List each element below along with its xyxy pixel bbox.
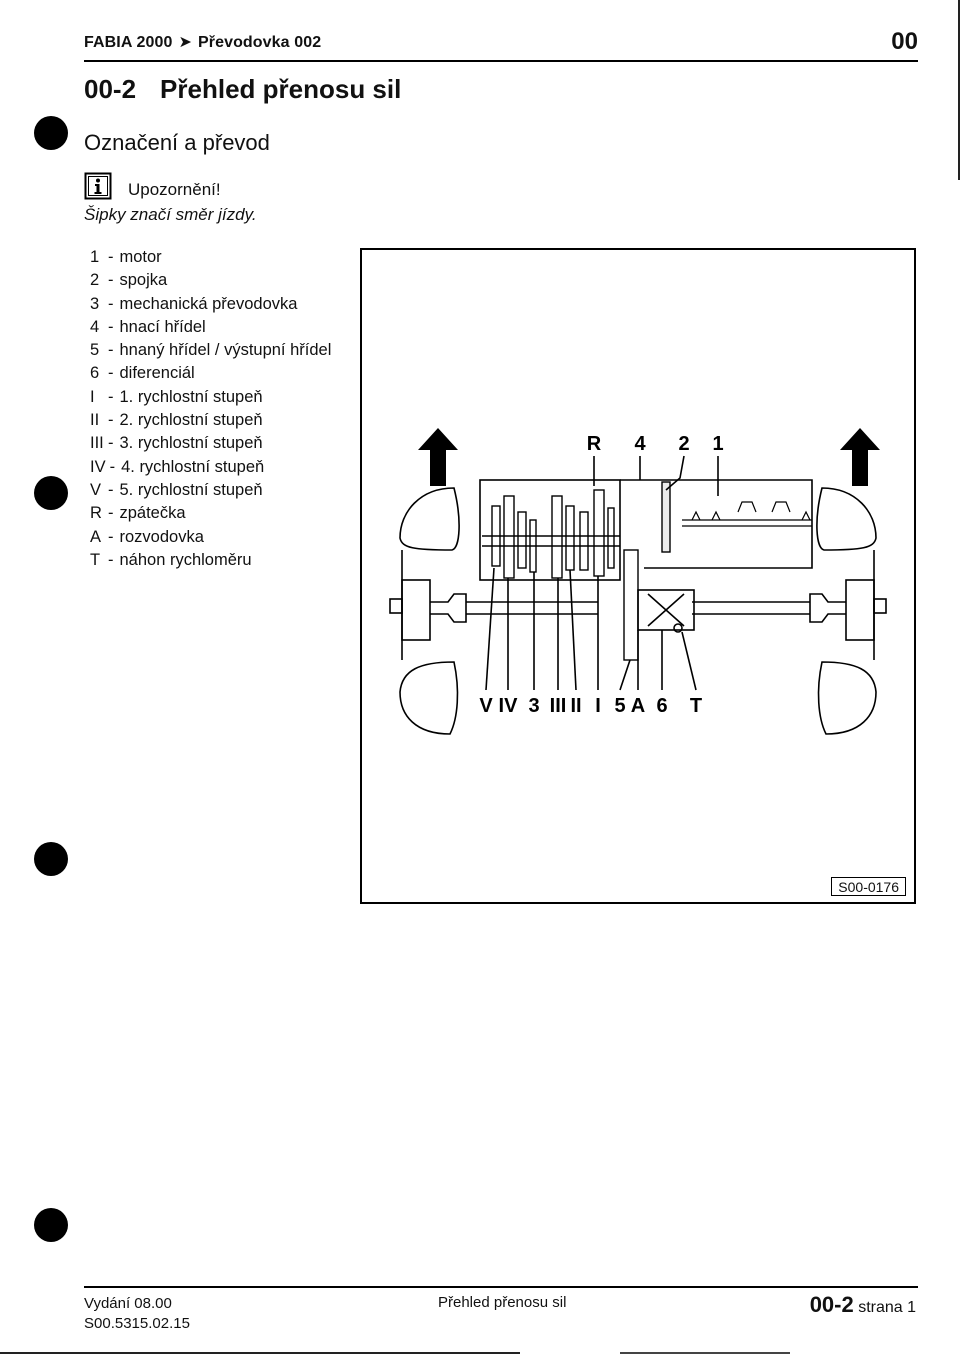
scan-bottom-line [0,1352,520,1354]
legend-key: III [90,434,104,453]
title-text: Přehled přenosu sil [160,74,402,104]
legend-text: hnací hřídel [119,317,206,336]
legend-key: V [90,480,102,499]
left-front-wheel-lower [400,662,457,734]
right-hub [846,580,874,640]
top-label-group [587,433,724,455]
footer-center: Přehled přenosu sil [438,1294,567,1311]
legend-separator: - [108,480,114,499]
legend-separator: - [108,294,114,313]
legend-separator: - [108,527,114,546]
figure-bottom-label: T [689,695,703,717]
legend-text: mechanická převodovka [119,294,298,313]
legend-text: hnaný hřídel / výstupní hřídel [119,341,332,360]
running-header [84,32,321,52]
legend-key: 2 [90,271,100,290]
legend-separator: - [108,317,114,336]
legend-separator: - [108,248,114,266]
chapter-code: 00 [891,28,918,55]
header-arrow-icon: ➤ [178,34,192,51]
figure-top-label: 4 [634,433,646,455]
engine-outline [620,480,812,568]
legend-item [90,432,331,455]
legend-item [90,502,331,525]
direction-arrow-left-icon [418,428,458,486]
right-drive-shaft [810,594,846,622]
document-number: S00.5315.02.15 [84,1315,190,1332]
legend-text: 2. rychlostní stupeň [119,411,263,430]
legend-separator: - [108,271,114,290]
right-front-wheel-upper [817,488,876,550]
binder-hole [34,1208,68,1242]
power-flow-figure [360,248,916,904]
legend-item [90,479,331,502]
legend-key: R [90,504,102,523]
legend-separator: - [108,434,114,453]
figure-top-label: R [586,433,602,455]
info-icon [84,172,112,200]
title-number: 00-2 [84,74,137,104]
legend-text: 5. rychlostní stupeň [119,480,263,499]
legend-key: 1 [90,248,100,266]
legend-item [90,269,331,292]
legend-key: 4 [90,317,100,336]
right-hub-cap [874,599,886,613]
figure-code: S00-0176 [831,877,906,896]
legend-item [90,293,331,316]
edition-date: Vydání 08.00 [84,1295,172,1312]
legend-key: 3 [90,294,100,313]
note-label: Upozornění! [128,180,221,199]
footer-left [84,1294,190,1334]
figure-bottom-label: 3 [528,695,540,717]
legend-text: spojka [119,271,168,290]
figure-bottom-label: A [630,695,646,717]
legend-key: T [90,550,101,569]
legend-key: 5 [90,341,100,360]
legend-text: 3. rychlostní stupeň [119,434,263,453]
drivetrain-diagram [362,250,914,902]
legend-text: motor [119,248,162,266]
gearbox-housing [480,480,620,580]
legend-separator: - [108,364,114,383]
figure-bottom-label: 6 [656,695,668,717]
legend-item [90,339,331,362]
legend-separator: - [109,457,116,476]
legend-key: IV [90,457,106,476]
legend-key: I [90,387,95,406]
section-name: Převodovka 002 [197,34,322,51]
left-front-wheel-upper [400,488,459,550]
page-title [84,74,401,105]
legend-text: zpátečka [119,504,186,523]
legend-separator: - [108,341,114,360]
legend-key: II [90,411,100,430]
legend-item [90,456,331,479]
page-number [810,1292,916,1318]
legend-item [90,246,331,269]
bottom-label-group [479,695,702,717]
legend-text: náhon rychloměru [119,550,252,569]
legend-separator: - [108,411,114,430]
note-text: Šipky značí směr jízdy. [84,205,257,224]
legend-text: rozvodovka [119,527,204,546]
figure-bottom-label: V [479,695,493,717]
legend-item [90,409,331,432]
binder-hole [34,116,68,150]
left-hub [402,580,430,640]
legend-key: 6 [90,364,100,383]
page-label: strana 1 [858,1299,916,1316]
header-rule [84,60,918,62]
legend-separator: - [108,550,114,569]
figure-top-label: 2 [678,433,690,455]
legend-list [90,246,331,572]
section-subtitle: Označení a převod [84,130,270,155]
legend-item [90,549,331,572]
page-code: 00-2 [809,1292,854,1317]
legend-item [90,362,331,385]
figure-bottom-label: II [570,695,582,717]
left-drive-shaft [430,594,466,622]
binder-hole [34,842,68,876]
legend-text: diferenciál [119,364,195,383]
legend-item [90,386,331,409]
scan-bottom-line [620,1352,790,1354]
left-hub-cap [390,599,402,613]
direction-arrow-right-icon [840,428,880,486]
figure-bottom-label: IV [498,695,518,717]
right-front-wheel-lower [819,662,876,734]
legend-item [90,526,331,549]
binder-hole [34,476,68,510]
legend-key: A [90,527,102,546]
figure-top-label: 1 [712,433,724,455]
legend-item [90,316,331,339]
legend-separator: - [108,387,114,406]
legend-separator: - [108,504,114,523]
figure-bottom-label: 5 [614,695,626,717]
legend-text: 1. rychlostní stupeň [119,387,263,406]
figure-bottom-label: I [595,695,601,717]
model-name: FABIA 2000 [84,34,173,51]
footer-rule [84,1286,918,1288]
legend-text: 4. rychlostní stupeň [121,457,265,476]
figure-bottom-label: III [549,695,567,717]
